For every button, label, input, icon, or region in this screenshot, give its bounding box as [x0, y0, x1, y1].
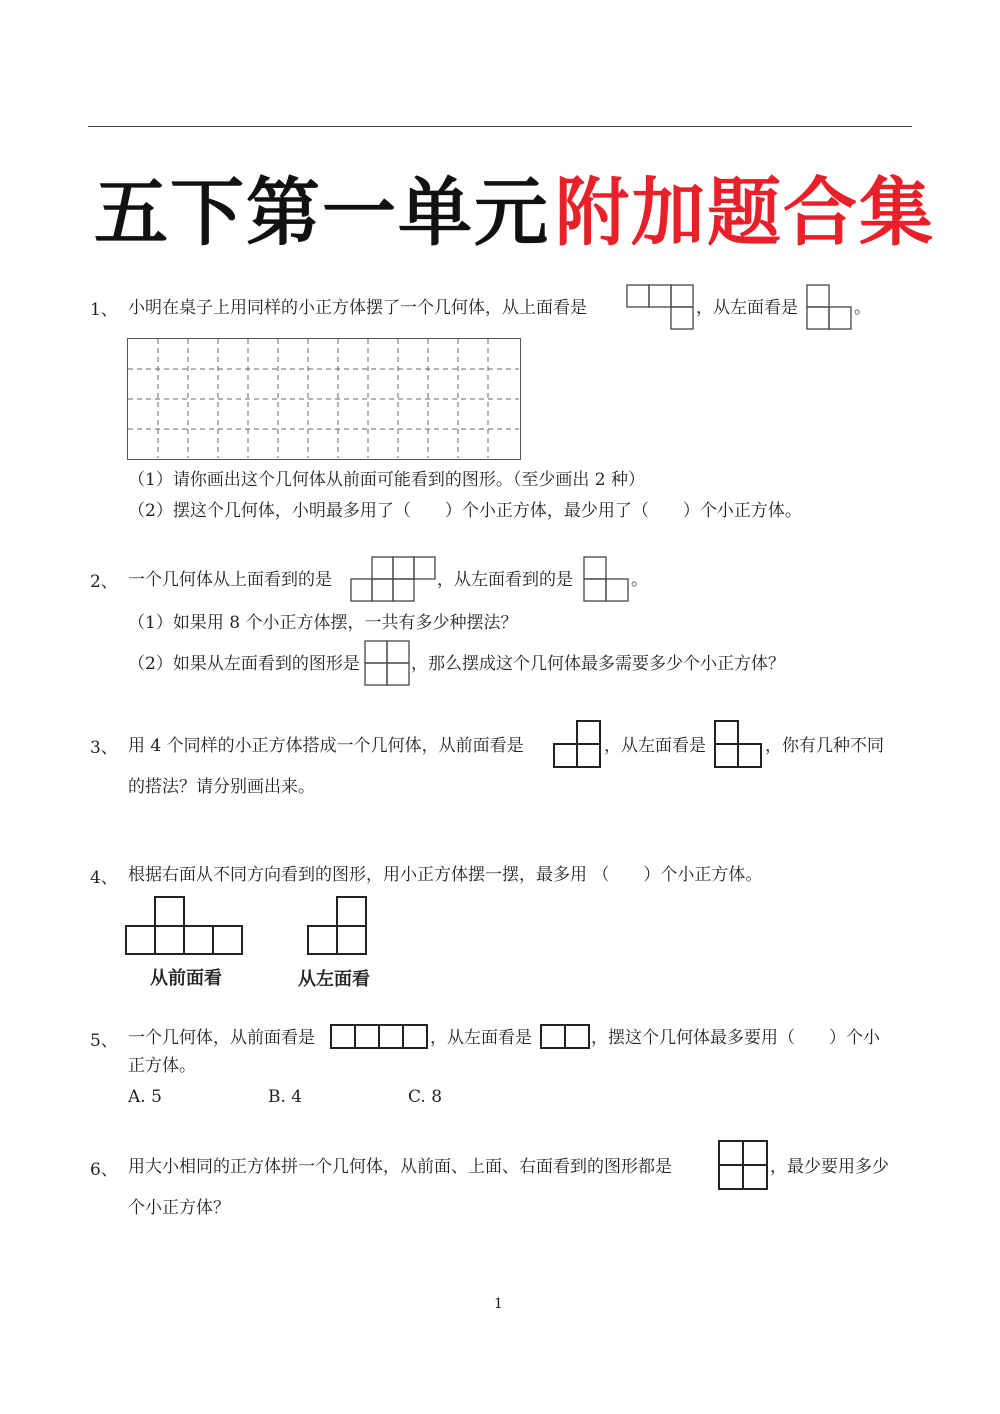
q3-front-view-figure — [552, 720, 602, 768]
q1-number: 1、 — [90, 300, 118, 320]
q3-number: 3、 — [90, 738, 118, 758]
q1-drawing-grid[interactable] — [127, 338, 521, 460]
q5-option-c[interactable]: C. 8 — [408, 1087, 443, 1107]
q1-sub2: （2）摆这个几何体，小明最多用了（ ）个小正方体，最少用了（ ）个小正方体。 — [128, 501, 802, 521]
q5-text-a: 一个几何体，从前面看是 — [128, 1028, 315, 1048]
q2-top-view-figure — [350, 556, 436, 602]
q3-text-a: 用 4 个同样的小正方体搭成一个几何体，从前面看是 — [128, 736, 524, 756]
q4-front-view-figure — [124, 896, 244, 956]
q2-number: 2、 — [90, 572, 118, 592]
q3-left-view-figure — [713, 720, 763, 768]
q4-text: 根据右面从不同方向看到的图形，用小正方体摆一摆，最多用 （ ）个小正方体。 — [128, 865, 763, 885]
q1-sub1: （1）请你画出这个几何体从前面可能看到的图形。（至少画出 2 种） — [128, 470, 645, 490]
q6-number: 6、 — [90, 1160, 118, 1180]
q6-text-a: 用大小相同的正方体拼一个几何体，从前面、上面、右面看到的图形都是 — [128, 1157, 672, 1177]
q4-caption-front: 从前面看 — [150, 968, 222, 989]
q5-text-c: ，摆这个几何体最多要用（ ）个小 — [591, 1028, 880, 1048]
q2-text-b: ，从左面看到的是 — [437, 570, 573, 590]
q6-view-figure — [718, 1140, 768, 1190]
q5-text-b: ，从左面看是 — [430, 1028, 532, 1048]
q2-sub2-a: （2）如果从左面看到的图形是 — [128, 654, 360, 674]
q6-line2: 个小正方体？ — [128, 1198, 230, 1218]
q2-left-view-figure — [583, 556, 629, 602]
q1-text-a: 小明在桌子上用同样的小正方体摆了一个几何体，从上面看是 — [128, 298, 587, 318]
q4-number: 4、 — [90, 868, 118, 888]
page-number: 1 — [494, 1296, 503, 1312]
q1-text-b: ，从左面看是 — [696, 298, 798, 318]
q2-text-c: 。 — [631, 570, 648, 590]
q5-number: 5、 — [90, 1031, 118, 1051]
q2-sub2-b: ，那么摆成这个几何体最多需要多少个小正方体？ — [411, 654, 785, 674]
q4-left-view-figure — [306, 896, 368, 956]
q6-text-b: ，最少要用多少 — [770, 1157, 889, 1177]
top-rule — [88, 126, 912, 127]
title-main: 五下第一单元 — [94, 170, 550, 256]
q5-option-a[interactable]: A. 5 — [128, 1087, 162, 1107]
q2-sub1: （1）如果用 8 个小正方体摆，一共有多少种摆法？ — [128, 613, 518, 633]
q5-left-view-figure — [540, 1024, 590, 1050]
q4-caption-left: 从左面看 — [298, 969, 370, 990]
q3-text-c: ，你有几种不同 — [765, 736, 884, 756]
q1-left-view-figure — [806, 284, 852, 330]
q3-line2: 的搭法？请分别画出来。 — [128, 777, 315, 797]
q5-option-b[interactable]: B. 4 — [268, 1087, 303, 1107]
q2-text-a: 一个几何体从上面看到的是 — [128, 570, 332, 590]
title-highlight: 附加题合集 — [555, 170, 935, 256]
q1-top-view-figure — [626, 284, 694, 330]
q1-text-c: 。 — [854, 298, 871, 318]
q2-alt-left-view-figure — [364, 640, 410, 686]
q5-line2: 正方体。 — [128, 1056, 196, 1076]
q5-front-view-figure — [330, 1024, 428, 1050]
q3-text-b: ，从左面看是 — [604, 736, 706, 756]
